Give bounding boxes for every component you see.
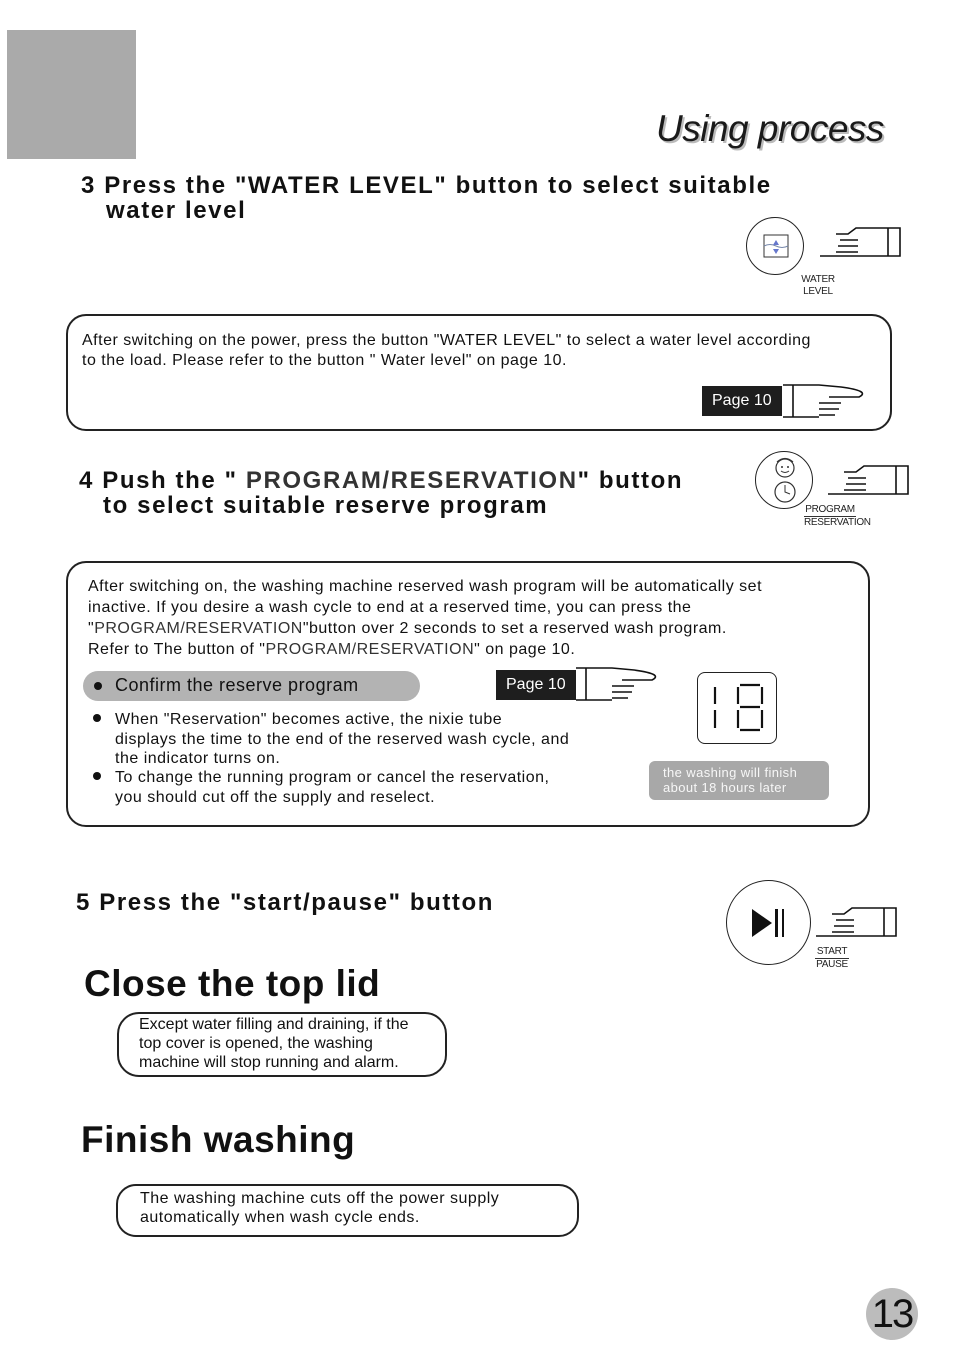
pointing-hand-icon [779,381,875,421]
note-line2: about 18 hours later [663,780,787,795]
bullet1-line2: displays the time to the end of the reserved wash cycle, and [115,730,570,748]
water-level-button[interactable] [746,217,804,275]
note-line1: the washing will finish [663,765,798,780]
pointing-hand-icon [826,462,912,498]
display-digits-text [698,673,699,674]
pointing-hand-icon [814,904,900,940]
nixie-tube-display [697,672,777,744]
step4-info-line1: After switching on, the washing machine reserved wash program will be automatically set [88,578,763,595]
step3-heading [81,173,772,223]
start-label: START [816,946,848,957]
step3-info-line2: to the load. Please refer to the button " Water level" on page 10. [82,352,567,369]
close-lid-line3: machine will stop running and alarm. [139,1054,399,1071]
close-lid-line1: Except water filling and draining, if the [139,1016,409,1033]
step4-page-ref[interactable]: Page 10 [496,670,576,700]
finish-line2: automatically when wash cycle ends. [140,1209,420,1226]
quote-mark: " [88,620,95,637]
pause-label: PAUSE [816,959,848,970]
step4-info-line2: inactive. If you desire a wash cycle to end at a reserved time, you can press the [88,599,692,616]
step4-info-line4 [88,639,762,660]
water-level-icon [747,218,805,276]
finish-washing-text [140,1189,499,1227]
bullet1-line3: the indicator turns on. [115,750,281,767]
section-title: Using process [656,108,884,149]
program-reservation-button-label [798,504,871,529]
page-number: 13 [866,1288,918,1340]
program-label-line2: RESERVATION [804,517,871,528]
step3-heading-line2: water level [106,197,247,224]
program-reservation-button[interactable] [755,451,813,509]
bullet-dot [93,714,101,722]
clock-face-icon [756,452,814,510]
finish-washing-heading: Finish washing [81,1119,356,1160]
seven-segment-digits [698,673,775,742]
line3-rest: "button over 2 seconds to set a reserved wash program. [302,620,727,637]
finish-time-note [649,761,829,800]
program-label-line1: PROGRAM [805,504,855,515]
confirm-reserve-label: Confirm the reserve program [115,675,359,695]
bullet2-line2: you should cut off the supply and reselect. [115,788,436,806]
step4-info-text [88,576,762,660]
step3-page-ref[interactable]: Page 10 [702,386,782,416]
program-ref: PROGRAM/RESERVATION [94,620,303,637]
step4-info-line3 [88,618,762,639]
step3-heading-line1: 3 Press the "WATER LEVEL" button to select suitable [81,172,772,199]
step4-heading-line1 [79,468,683,493]
step3-info-line1: After switching on the power, press the button "WATER LEVEL" to select a water level according [82,332,811,349]
step3-info-text [82,331,811,371]
close-lid-text [139,1015,408,1072]
finish-line1: The washing machine cuts off the power supply [140,1190,500,1207]
corner-grey-block [7,30,136,159]
bullet-dot [93,772,101,780]
start-pause-button-label [815,946,849,971]
program-ref: PROGRAM/RESERVATION [265,641,475,658]
bullet1-line1: When "Reservation" becomes active, the nixie tube [115,711,503,728]
step4-heading-suffix: " button [577,467,684,494]
play-pause-icon [727,881,812,966]
bullet1-text [115,710,569,769]
step5-heading: 5 Press the "start/pause" button [76,889,495,916]
line4-prefix: Refer to The button of " [88,641,266,658]
bullet2-text [115,768,549,807]
bullet-dot [94,682,102,690]
start-pause-button[interactable] [726,880,811,965]
bullet2-line1: To change the running program or cancel the reservation, [115,769,550,786]
step4-heading-prefix: 4 Push the " [79,467,238,494]
close-lid-line2: top cover is opened, the washing [139,1035,373,1052]
step4-heading-program: PROGRAM/RESERVATION [237,467,578,494]
pointing-hand-icon [572,664,668,704]
pointing-hand-icon [818,224,904,260]
step4-heading-line2: to select suitable reserve program [103,492,549,519]
step4-heading [79,468,683,518]
water-level-button-label: WATER LEVEL [801,274,835,297]
line4-suffix: " on page 10. [474,641,576,658]
close-lid-heading: Close the top lid [84,963,381,1004]
